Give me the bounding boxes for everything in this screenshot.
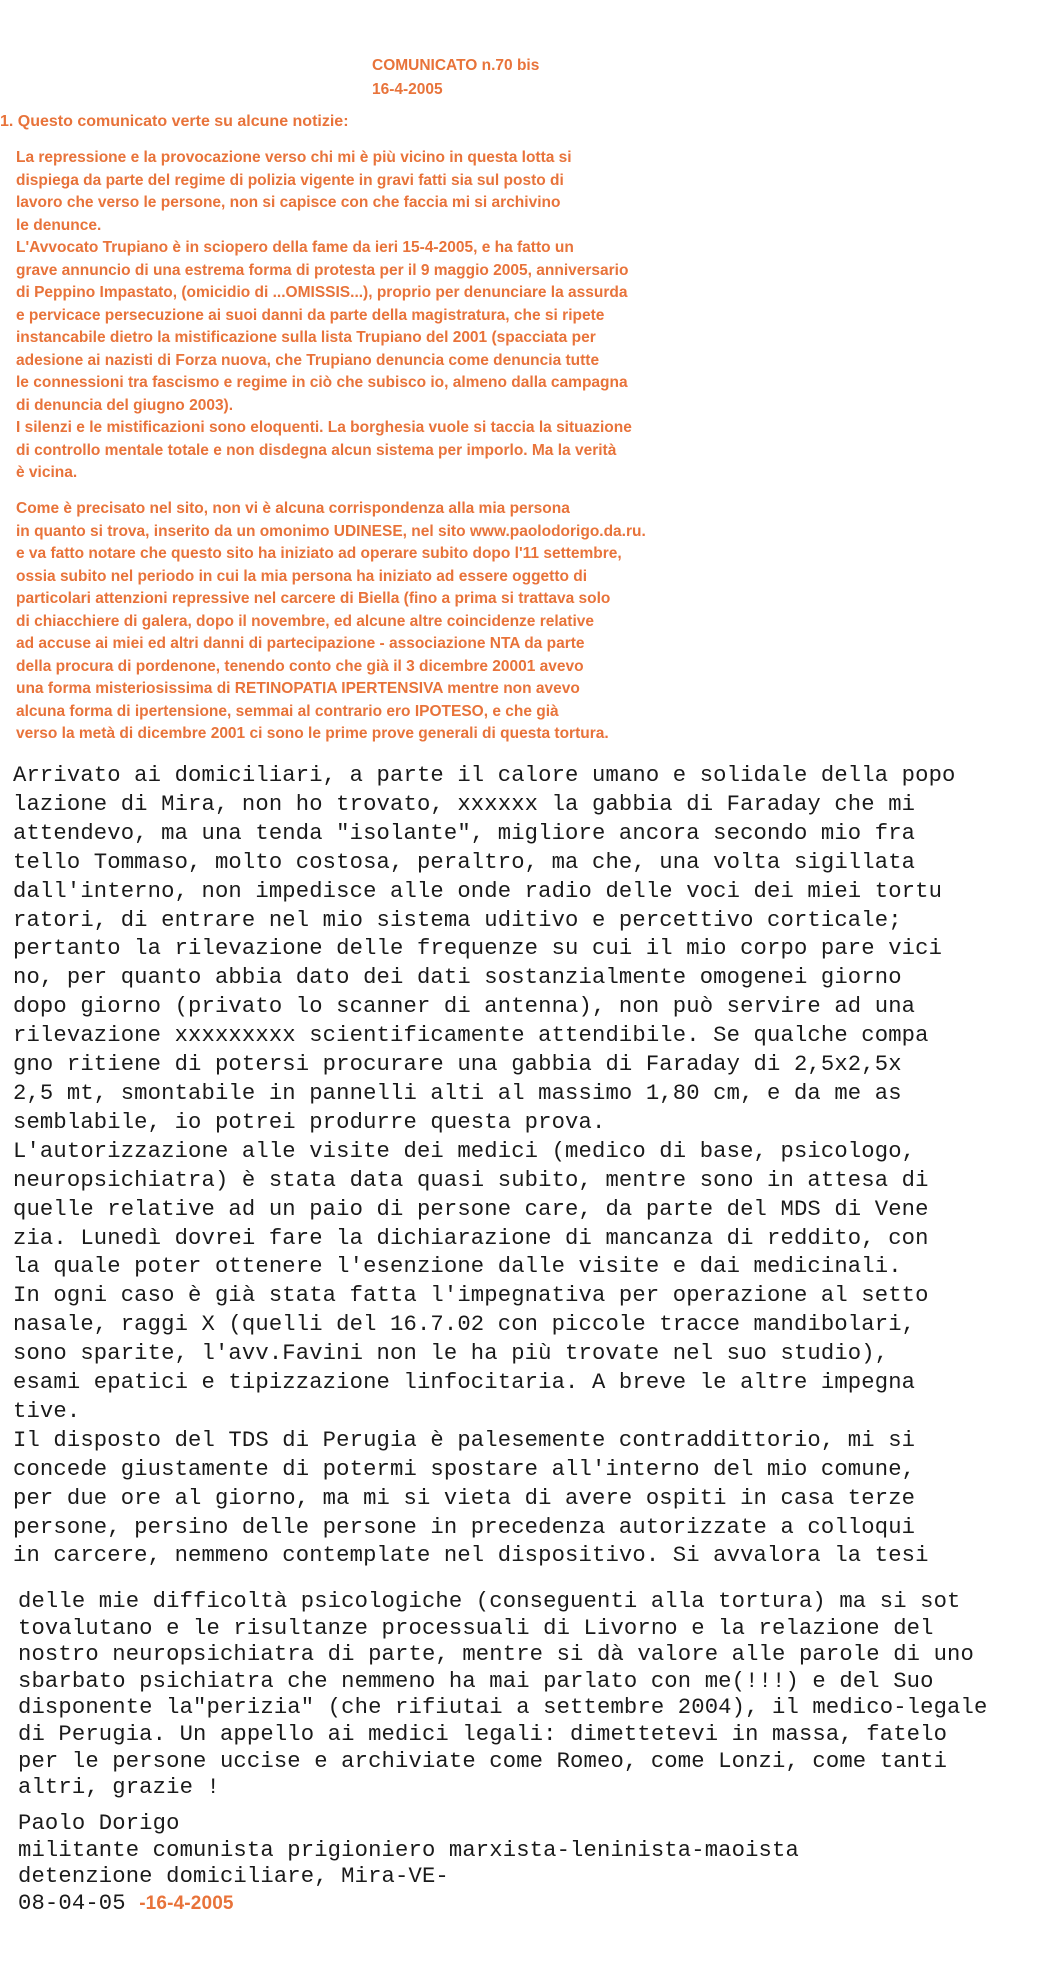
typed-line: L'autorizzazione alle visite dei medici (medico di base, psicologo, xyxy=(13,1138,916,1164)
typed-line: concede giustamente di potermi spostare all'interno del mio comune, xyxy=(13,1456,916,1482)
typed-line: dopo giorno (privato lo scanner di antenna), non può servire ad una xyxy=(13,994,916,1020)
typed-line: rilevazione xxxxxxxxx scientificamente attendibile. Se qualche compa xyxy=(13,1023,929,1049)
paragraph-line: una forma misteriosissima di RETINOPATIA IPERTENSIVA mentre non avevo xyxy=(16,680,580,697)
paragraph-line: di controllo mentale totale e non disdegna alcun sistema per imporlo. Ma la verità xyxy=(16,441,617,459)
typed-line: persone, persino delle persone in precedenza autorizzate a colloqui xyxy=(13,1514,916,1540)
typed-line: neuropsichiatra) è stata data quasi subito, mentre sono in attesa di xyxy=(13,1167,929,1193)
paragraph-line: L'Avvocato Trupiano è in sciopero della fame da ieri 15-4-2005, e ha fatto un xyxy=(16,239,574,256)
typed-line: Il disposto del TDS di Perugia è palesemente contraddittorio, mi si xyxy=(13,1427,916,1453)
paragraph-line: alcuna forma di ipertensione, semmai al contrario ero IPOTESO, e che già xyxy=(16,702,559,720)
paragraph-line: adesione ai nazisti di Forza nuova, che Trupiano denuncia come denuncia tutte xyxy=(16,351,600,369)
paragraph-line: grave annuncio di una estrema forma di protesta per il 9 maggio 2005, anniversario xyxy=(16,261,629,279)
typed-line: in carcere, nemmeno contemplate nel dispositivo. Si avvalora la tesi xyxy=(13,1543,929,1569)
signature-date-line xyxy=(18,1891,799,1918)
paragraph-line: le denunce. xyxy=(16,216,102,234)
typed-line: sbarbato psichiatra che nemmeno ha mai parlato con me(!!!) e del Suo xyxy=(18,1668,934,1694)
paragraph-line: verso la metà di dicembre 2001 ci sono le prime prove generali di questa tortura. xyxy=(16,725,609,742)
typed-line: gno ritiene di potersi procurare una gabbia di Faraday di 2,5x2,5x xyxy=(13,1052,902,1078)
typed-line: per due ore al giorno, ma mi si vieta di avere ospiti in casa terze xyxy=(13,1485,916,1511)
typed-line: altri, grazie ! xyxy=(18,1775,220,1801)
typed-line: nostro neuropsichiatra di parte, mentre si dà valore alle parole di uno xyxy=(18,1642,974,1668)
paragraph-line: Come è precisato nel sito, non vi è alcuna corrispondenza alla mia persona xyxy=(16,500,570,517)
typed-line: per le persone uccise e archiviate come Romeo, come Lonzi, come tanti xyxy=(18,1748,948,1774)
intro-heading: 1. Questo comunicato verte su alcune notizie: xyxy=(0,113,349,130)
typed-line: tovalutano e le risultanze processuali di Livorno e la relazione del xyxy=(18,1615,934,1641)
typed-line: attendevo, ma una tenda "isolante", migliore ancora secondo mio fra xyxy=(13,820,916,846)
typed-line: tive. xyxy=(13,1398,81,1424)
typed-line: In ogni caso è già stata fatta l'impegnativa per operazione al setto xyxy=(13,1283,929,1309)
news-paragraph-1 xyxy=(16,147,632,485)
typed-line: dall'interno, non impedisce alle onde radio delle voci dei miei tortu xyxy=(13,878,943,904)
signature-role: militante comunista prigioniero marxista-leninista-maoista xyxy=(18,1837,799,1863)
typed-line: ratori, di entrare nel mio sistema uditivo e percettivo corticale; xyxy=(13,907,902,933)
typed-line: Arrivato ai domiciliari, a parte il calore umano e solidale della popo xyxy=(13,763,956,788)
typed-line: delle mie difficoltà psicologiche (conseguenti alla tortura) ma si sot xyxy=(18,1589,961,1614)
typed-line: zia. Lunedì dovrei fare la dichiarazione di mancanza di reddito, con xyxy=(13,1225,929,1251)
typed-line: esami epatici e tipizzazione linfocitaria. A breve le altre impegna xyxy=(13,1370,916,1396)
paragraph-line: ossia subito nel periodo in cui la mia persona ha iniziato ad essere oggetto di xyxy=(16,567,588,585)
paragraph-line: instancabile dietro la mistificazione sulla lista Trupiano del 2001 (spacciata per xyxy=(16,329,596,346)
typed-line: nasale, raggi X (quelli del 16.7.02 con piccole tracce mandibolari, xyxy=(13,1312,916,1338)
typed-line: lazione di Mira, non ho trovato, xxxxxx la gabbia di Faraday che mi xyxy=(13,791,916,817)
typed-line: 2,5 mt, smontabile in pannelli alti al massimo 1,80 cm, e da me as xyxy=(13,1080,902,1106)
paragraph-line: in quanto si trova, inserito da un omonimo UDINESE, nel sito www.paolodorigo.da.ru. xyxy=(16,522,646,540)
typed-line: pertanto la rilevazione delle frequenze su cui il mio corpo pare vici xyxy=(13,936,943,962)
paragraph-line: e pervicace persecuzione ai suoi danni da parte della magistratura, che si ripete xyxy=(16,306,605,324)
signature-status: detenzione domiciliare, Mira-VE- xyxy=(18,1864,449,1890)
paragraph-line: ad accuse ai miei ed altri danni di partecipazione - associazione NTA da parte xyxy=(16,635,585,652)
paragraph-line: di denuncia del giugno 2003). xyxy=(16,396,234,414)
paragraph-line: di chiacchiere di galera, dopo il novembre, ed alcune altre coincidenze relative xyxy=(16,612,595,630)
paragraph-line: La repressione e la provocazione verso chi mi è più vicino in questa lotta si xyxy=(16,149,572,166)
communique-header xyxy=(372,54,539,102)
communique-date: 16-4-2005 xyxy=(372,81,443,98)
paragraph-line: della procura di pordenone, tenendo conto che già il 3 dicembre 20001 avevo xyxy=(16,657,584,675)
paragraph-line: è vicina. xyxy=(16,464,78,481)
paragraph-line: particolari attenzioni repressive nel carcere di Biella (fino a prima si trattava solo xyxy=(16,590,611,607)
typed-letter-block-1 xyxy=(13,762,956,1571)
paragraph-line: lavoro che verso le persone, non si capisce con che faccia mi si archivino xyxy=(16,194,561,211)
typed-line: la quale poter ottenere l'esenzione dalle visite e dai medicinali. xyxy=(13,1254,902,1280)
paragraph-line: I silenzi e le mistificazioni sono eloquenti. La borghesia vuole si taccia la situazione xyxy=(16,419,632,436)
signature-name: Paolo Dorigo xyxy=(18,1811,180,1836)
typed-line: sono sparite, l'avv.Favini non le ha più trovate nel suo studio), xyxy=(13,1341,889,1367)
signature-orange-date: -16-4-2005 xyxy=(139,1892,234,1914)
typed-line: no, per quanto abbia dato dei dati sostanzialmente omogenei giorno xyxy=(13,965,902,991)
paragraph-line: le connessioni tra fascismo e regime in ciò che subisco io, almeno dalla campagna xyxy=(16,374,628,391)
typed-line: di Perugia. Un appello ai medici legali: dimettetevi in massa, fatelo xyxy=(18,1721,948,1747)
paragraph-line: di Peppino Impastato, (omicidio di ...OMISSIS...), proprio per denunciare la assurda xyxy=(16,284,628,301)
typed-line: tello Tommaso, molto costosa, peraltro, ma che, una volta sigillata xyxy=(13,849,916,875)
typed-letter-block-2 xyxy=(18,1589,987,1802)
signature-typed-date: 08-04-05 xyxy=(18,1890,126,1916)
typed-line: disponente la"perizia" (che rifiutai a settembre 2004), il medico-legale xyxy=(18,1695,988,1721)
paragraph-line: e va fatto notare che questo sito ha iniziato ad operare subito dopo l'11 settembre, xyxy=(16,545,622,562)
news-paragraph-2 xyxy=(16,498,646,746)
typed-line: quelle relative ad un paio di persone care, da parte del MDS di Vene xyxy=(13,1196,929,1222)
paragraph-line: dispiega da parte del regime di polizia vigente in gravi fatti sia sul posto di xyxy=(16,171,564,189)
signature-block xyxy=(18,1811,799,1917)
communique-title: COMUNICATO n.70 bis xyxy=(372,57,540,74)
typed-line: semblabile, io potrei produrre questa prova. xyxy=(13,1109,606,1135)
